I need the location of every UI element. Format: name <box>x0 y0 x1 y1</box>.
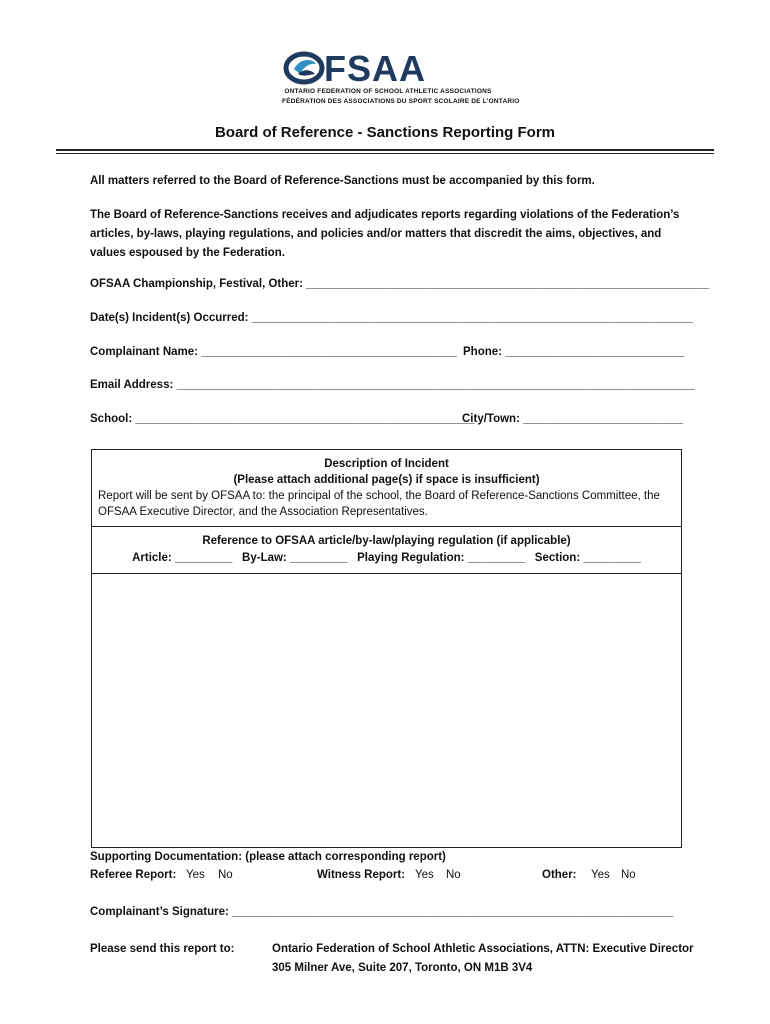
report-recipients-line1: Report will be sent by OFSAA to: the principal of the school, the Board of Reference-Sanctions Committee, the <box>98 490 660 502</box>
school-field[interactable]: School: _____________________________________________________ <box>90 413 475 425</box>
referee-no-option[interactable]: No <box>218 869 233 881</box>
incident-description-area[interactable] <box>91 573 682 848</box>
logo-line-english: ONTARIO FEDERATION OF SCHOOL ATHLETIC ASSOCIATIONS <box>284 88 492 95</box>
ofsaa-wordmark-graphic <box>282 50 494 86</box>
other-yes-option[interactable]: Yes <box>591 869 610 881</box>
other-no-option[interactable]: No <box>621 869 636 881</box>
reference-fields[interactable]: Article: _________ By-Law: _________ Playing Regulation: _________ Section: _________ <box>132 552 641 564</box>
witness-no-option[interactable]: No <box>446 869 461 881</box>
description-note: (Please attach additional page(s) if space is insufficient) <box>233 474 540 486</box>
phone-field[interactable]: Phone: ____________________________ <box>463 346 685 358</box>
signature-field[interactable]: Complainant’s Signature: _____________________________________________________________________ <box>90 906 674 918</box>
title-rule-thick <box>56 149 714 151</box>
send-to-address-line1: Ontario Federation of School Athletic Associations, ATTN: Executive Director <box>272 943 694 955</box>
reference-box <box>91 526 682 574</box>
report-recipients-line2: OFSAA Executive Director, and the Association Representatives. <box>98 506 428 518</box>
ofsaa-logo <box>282 50 520 110</box>
witness-report-label: Witness Report: <box>317 869 406 881</box>
page-title: Board of Reference - Sanctions Reporting Form <box>214 124 556 141</box>
intro-requirement: All matters referred to the Board of Reference-Sanctions must be accompanied by this form. <box>90 175 595 187</box>
description-header-box <box>91 449 682 527</box>
city-field[interactable]: City/Town: _________________________ <box>462 413 684 425</box>
send-to-address-line2: 305 Milner Ave, Suite 207, Toronto, ON M1B 3V4 <box>272 962 533 974</box>
intro-description: The Board of Reference-Sanctions receives and adjudicates reports regarding violations of the Federation’s articles, by-laws, playing regulations, and policies and/or matters that discredit the aims, objectives, and values espoused by the Federation. <box>90 209 680 259</box>
referee-report-label: Referee Report: <box>90 869 177 881</box>
logo-wordmark-text: FSAA <box>324 50 426 86</box>
witness-yes-option[interactable]: Yes <box>415 869 434 881</box>
email-field[interactable]: Email Address: _________________________________________________________________________________ <box>90 379 695 391</box>
title-rule-thin <box>56 153 714 154</box>
description-heading: Description of Incident <box>324 458 449 470</box>
supporting-heading: Supporting Documentation: (please attach corresponding report) <box>90 851 446 863</box>
event-field[interactable]: OFSAA Championship, Festival, Other: _______________________________________________________________ <box>90 278 710 290</box>
send-to-label: Please send this report to: <box>90 943 235 955</box>
logo-line-french: FÉDÉRATION DES ASSOCIATIONS DU SPORT SCOLAIRE DE L'ONTARIO <box>282 98 520 105</box>
complainant-name-field[interactable]: Complainant Name: ________________________________________ <box>90 346 458 358</box>
other-label: Other: <box>542 869 577 881</box>
dates-field[interactable]: Date(s) Incident(s) Occurred: _____________________________________________________________________ <box>90 312 693 324</box>
reference-heading: Reference to OFSAA article/by-law/playing regulation (if applicable) <box>202 535 571 547</box>
referee-yes-option[interactable]: Yes <box>186 869 205 881</box>
